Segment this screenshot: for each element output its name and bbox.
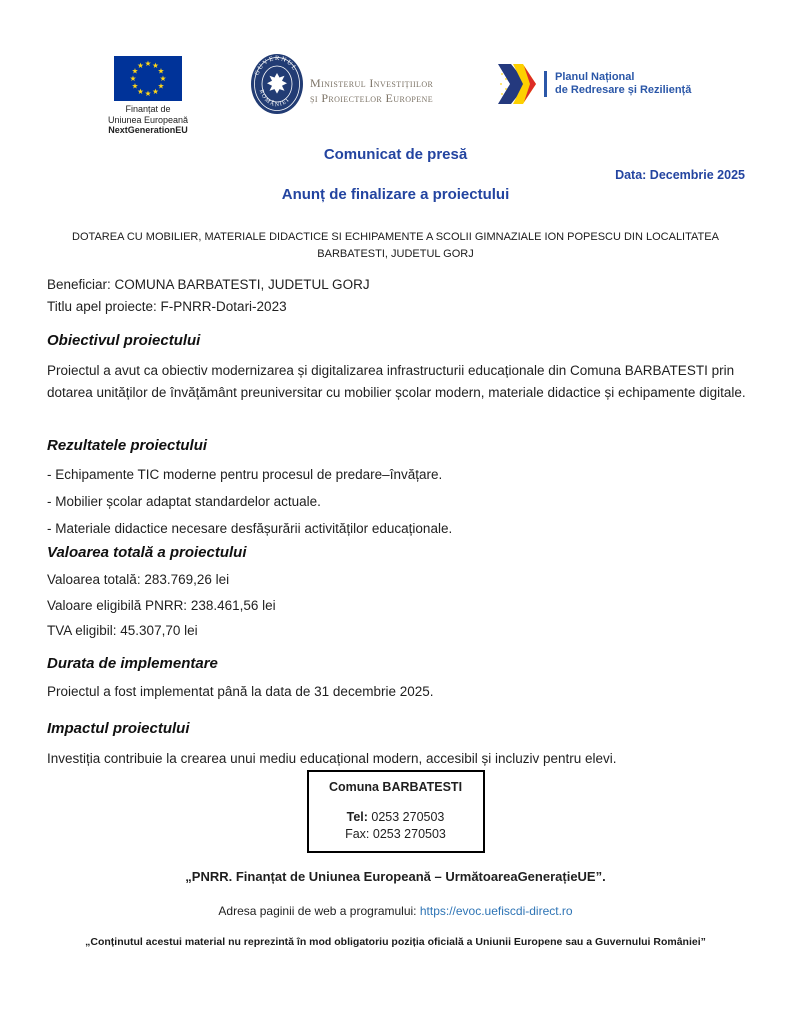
- section-heading-valoare: Valoarea totală a proiectului: [47, 544, 247, 561]
- website-label: Adresa paginii de web a programului:: [218, 904, 417, 918]
- eu-caption-line1: Finanțat de: [125, 104, 171, 114]
- call-title-line: Titlu apel proiecte: F-PNRR-Dotari-2023: [47, 299, 287, 314]
- eu-logo-caption: [74, 104, 222, 136]
- seal-eagle-icon: [267, 73, 287, 94]
- pnrr-logo-text: [544, 71, 691, 97]
- funding-note: „PNRR. Finanțat de Uniunea Europeană – UrmătoareaGenerațieUE”.: [185, 869, 606, 884]
- eu-flag-star: ★: [131, 66, 139, 75]
- fax-label: Fax:: [345, 826, 370, 841]
- eu-flag-star: ★: [157, 81, 165, 90]
- government-seal-icon: [250, 53, 304, 115]
- eu-flag-icon: [114, 56, 182, 101]
- contact-tel-line: [325, 809, 467, 826]
- section-list-valoare: [47, 567, 753, 644]
- eu-flag-star: ★: [159, 73, 167, 83]
- beneficiary-line: Beneficiar: COMUNA BARBATESTI, JUDETUL GORJ: [47, 277, 370, 292]
- eu-flag-star: ★: [144, 58, 152, 68]
- contact-fax-line: [325, 826, 467, 843]
- announcement-title: Anunț de finalizare a proiectului: [281, 186, 510, 203]
- pnrr-line1: Planul Național: [555, 71, 635, 83]
- project-title-line2: BARBATESTI, JUDETUL GORJ: [317, 248, 474, 260]
- ministry-line1: Ministerul Investițiilor: [310, 76, 434, 90]
- eu-flag-star: ★: [129, 73, 137, 83]
- section-body-durata: Proiectul a fost implementat până la data de 31 decembrie 2025.: [47, 684, 434, 699]
- eu-flag-star: ★: [152, 60, 159, 70]
- eu-flag-star: ★: [131, 81, 139, 90]
- website-line: [0, 904, 791, 918]
- date-line: Data: Decembrie 2025: [615, 168, 745, 182]
- contact-name: Comuna BARBATESTI: [328, 780, 463, 794]
- section-heading-rezultate: Rezultatele proiectului: [47, 437, 208, 454]
- contact-lines: [325, 809, 467, 842]
- eu-flag-star: ★: [137, 60, 144, 70]
- list-item: - Echipamente TIC moderne pentru procesul de predare–învățare.: [47, 467, 443, 482]
- value-line: Valoare eligibilă PNRR: 238.461,56 lei: [47, 597, 276, 613]
- tel-value: 0253 270503: [371, 810, 445, 824]
- section-heading-obiectiv: Obiectivul proiectului: [47, 332, 201, 349]
- tel-label: Tel:: [346, 810, 368, 824]
- value-line: TVA eligibil: 45.307,70 lei: [47, 623, 198, 638]
- section-heading-durata: Durata de implementare: [47, 655, 218, 672]
- section-body-obiectiv: Proiectul a avut ca obiectiv modernizarea și digitalizarea infrastructurii educaționale din Comuna BARBATESTI prin dotarea unităților de învățământ preuniversitar cu mobilier școlar modern, materiale didactice și echipamente digitale.: [47, 363, 746, 400]
- ministry-line2: și Proiectelor Europene: [310, 91, 433, 105]
- list-item: - Materiale didactice necesare desfășurării activităților educaționale.: [47, 521, 453, 536]
- project-title: [60, 229, 731, 263]
- eu-flag-star: ★: [144, 88, 152, 98]
- value-line: Valoarea totală: 283.769,26 lei: [47, 572, 230, 587]
- press-release-title: Comunicat de presă: [323, 146, 468, 163]
- seal-text-top: GUVERNUL: [253, 54, 299, 77]
- website-link[interactable]: https://evoc.uefiscdi-direct.ro: [419, 904, 573, 918]
- ministry-logo-text: [310, 76, 433, 106]
- section-list-rezultate: [47, 461, 753, 542]
- pnrr-line2: de Redresare și Reziliență: [555, 84, 692, 96]
- section-body-impact: Investiția contribuie la crearea unui mediu educațional modern, accesibil și incluziv pentru elevi.: [47, 751, 617, 766]
- disclaimer-text: „Conținutul acestui material nu reprezintă în mod obligatoriu poziția oficială a Uniunii Europene sau a Guvernului României”: [85, 936, 706, 948]
- eu-flag-star: ★: [157, 66, 165, 75]
- contact-box: [307, 770, 485, 853]
- section-heading-impact: Impactul proiectului: [47, 720, 190, 737]
- eu-flag-star: ★: [137, 86, 144, 96]
- project-title-line1: DOTAREA CU MOBILIER, MATERIALE DIDACTICE SI ECHIPAMENTE A SCOLII GIMNAZIALE ION POPESCU DIN LOCALITATEA: [72, 231, 719, 243]
- eu-caption-line3: NextGenerationEU: [108, 125, 188, 135]
- list-item: - Mobilier școlar adaptat standardelor actuale.: [47, 494, 321, 509]
- seal-text-bottom: ROMÂNIEI: [257, 88, 292, 109]
- pnrr-logo: [497, 62, 691, 106]
- eu-flag-star: ★: [152, 86, 159, 96]
- eu-flag-stars: [114, 56, 182, 101]
- pnrr-arrows-icon: [497, 62, 537, 106]
- fax-value: 0253 270503: [372, 826, 446, 841]
- eu-caption-line2: Uniunea Europeană: [107, 114, 189, 125]
